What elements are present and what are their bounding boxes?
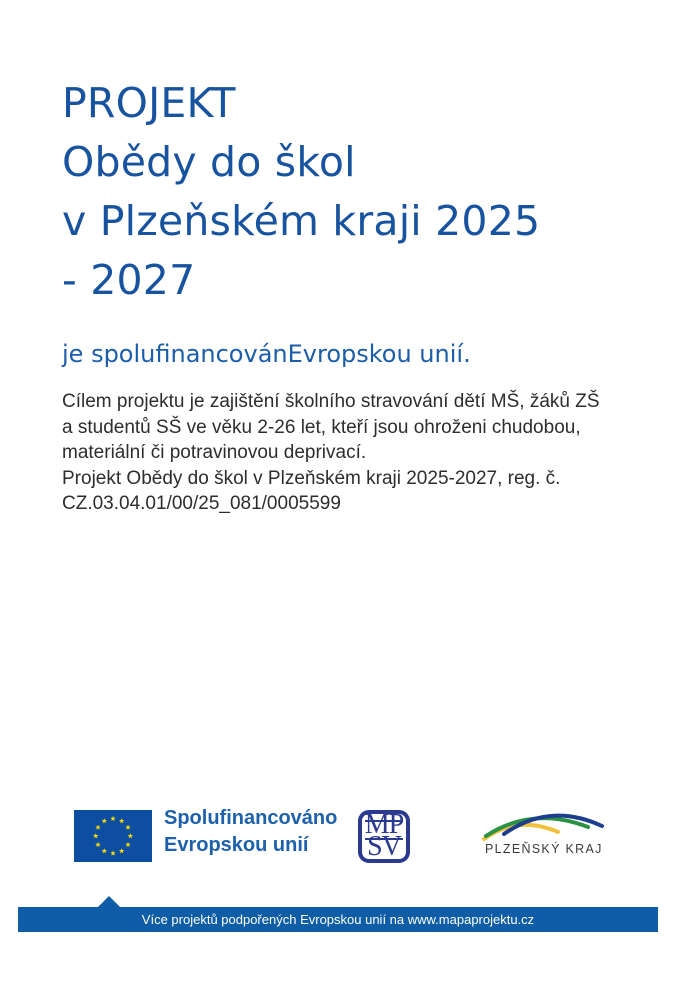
description-line: a studentů SŠ ve věku 2-26 let, kteří jsou ohroženi chudobou, xyxy=(62,416,581,438)
footer-bar xyxy=(18,907,658,932)
title-line: - 2027 xyxy=(62,256,196,304)
title-line: Obědy do škol xyxy=(62,138,356,186)
project-description xyxy=(62,389,662,517)
description-line: Cílem projektu je zajištění školního stravování dětí MŠ, žáků ZŠ xyxy=(62,391,600,412)
eu-flag-icon xyxy=(74,810,152,862)
project-title xyxy=(62,74,662,310)
eu-label-line: Spolufinancováno xyxy=(164,807,338,829)
mpsv-text-line: SV xyxy=(367,831,401,862)
eu-cofinancing-label xyxy=(164,805,337,859)
eu-label-line: Evropskou unií xyxy=(164,834,309,856)
mpsv-logo-text xyxy=(362,809,406,862)
description-line: materiální či potravinovou deprivací. xyxy=(62,442,367,463)
registration-number-line: CZ.03.04.01/00/25_081/0005599 xyxy=(62,493,341,514)
title-line: v Plzeňském kraji 2025 xyxy=(62,197,541,245)
footer-pointer-icon xyxy=(98,896,120,907)
cofinancing-subtitle: je spolufinancovánEvropskou unií. xyxy=(62,340,471,368)
title-line: PROJEKT xyxy=(62,79,236,127)
footer-text: Více projektů podpořených Evropskou unií na www.mapaprojektu.cz xyxy=(141,912,535,927)
plzensky-kraj-label: PLZEŇSKÝ KRAJ xyxy=(485,842,603,856)
mpsv-logo xyxy=(358,810,410,863)
mpsv-text-line: MP xyxy=(364,809,404,840)
description-line: Projekt Obědy do škol v Plzeňském kraji 2025-2027, reg. č. xyxy=(62,467,561,489)
plzensky-kraj-swoosh-icon xyxy=(482,806,604,842)
